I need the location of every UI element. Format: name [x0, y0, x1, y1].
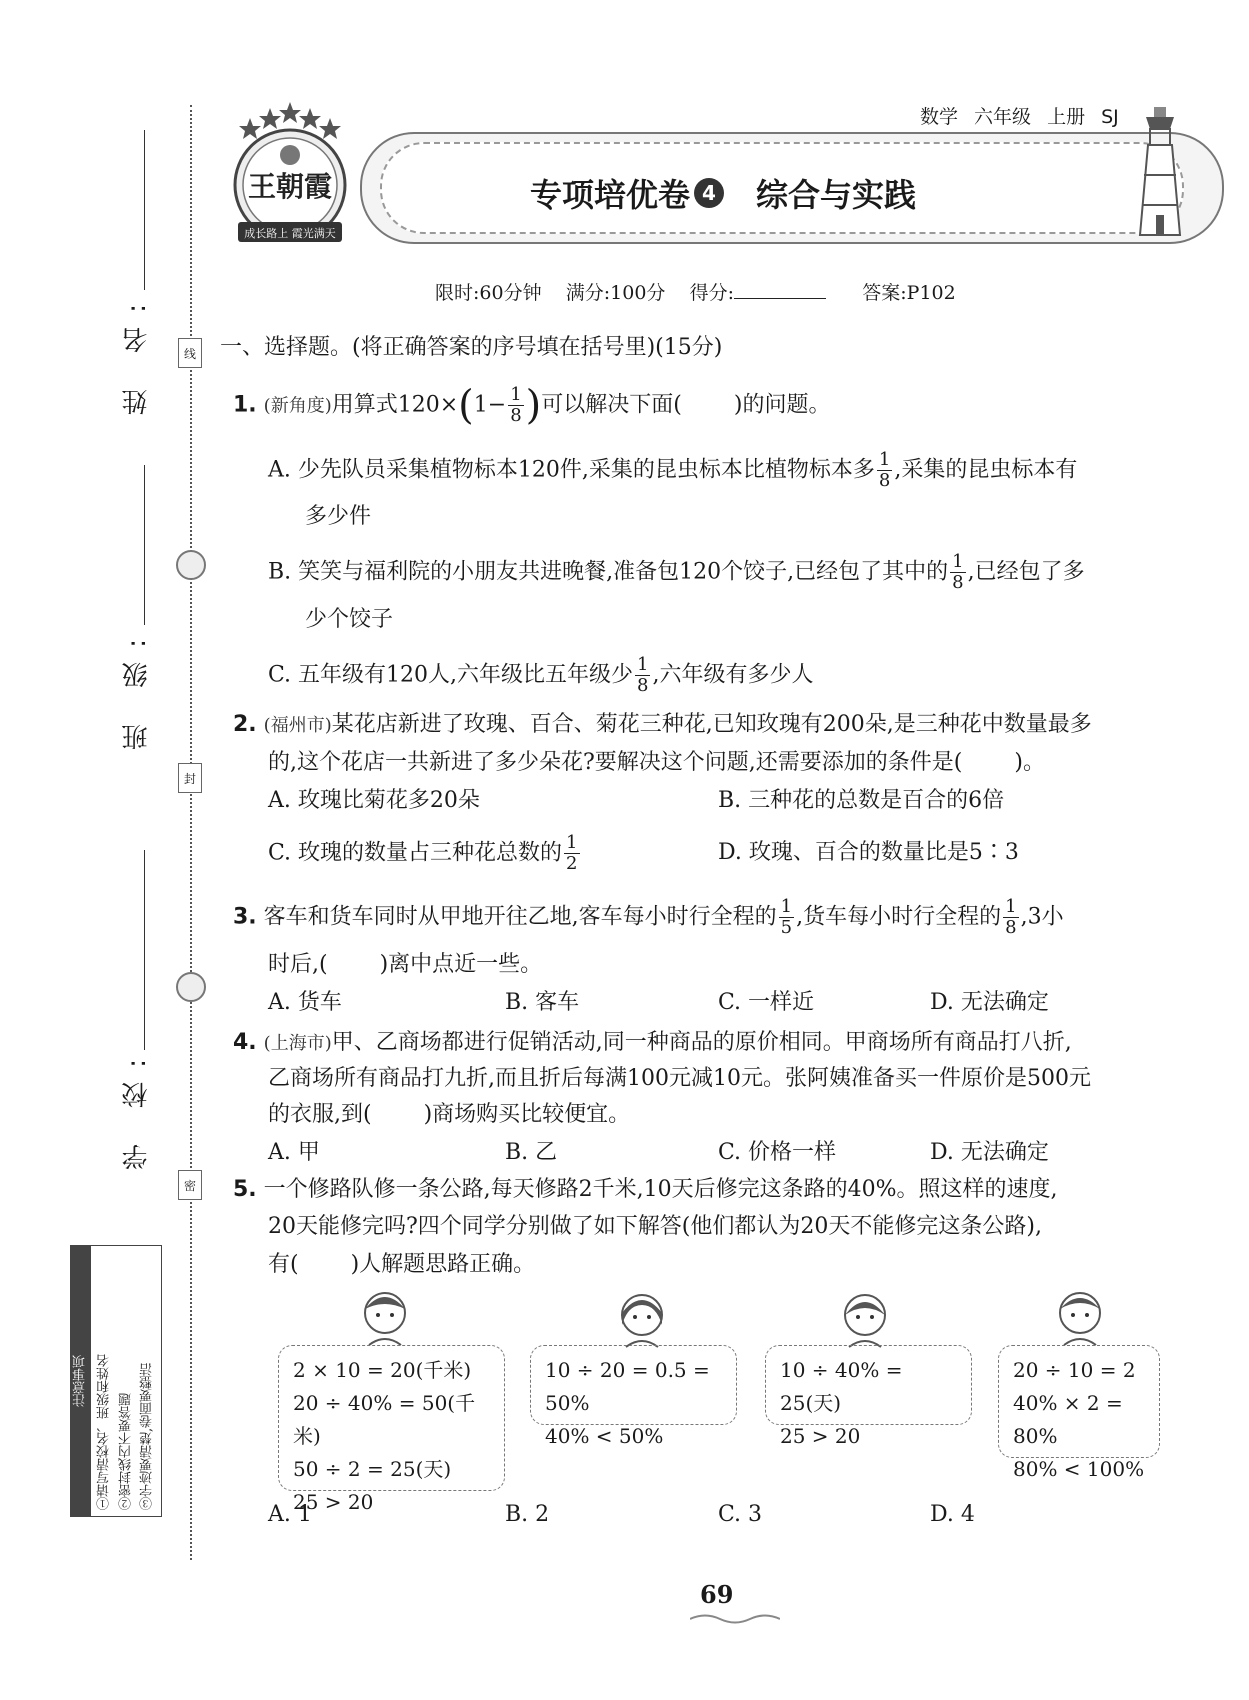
q1-stem-a: 用算式120× [331, 392, 459, 418]
q4-line3: 的衣服,到( )商场购买比较便宜。 [268, 1102, 631, 1127]
exam-info [435, 278, 956, 305]
solution-line: 80% < 100% [1013, 1457, 1145, 1481]
lighthouse-icon [1130, 105, 1190, 240]
name-label: 姓 名: [122, 290, 152, 416]
title-number: 4 [694, 178, 724, 208]
q3-option-b: B. 客车 [505, 990, 580, 1015]
q1-fraction: $\frac{1}{8}$ [510, 384, 522, 426]
binding-tag-seal: 封 [178, 763, 202, 793]
q3-option-a: A. 货车 [268, 990, 342, 1015]
full-score: 满分:100分 [565, 282, 666, 304]
time-limit: 限时:60分钟 [435, 282, 542, 304]
q1-stem: 1. (新角度)用算式120×(1− $\frac{1}{8}$ )可以解决下面( )的问题。 [233, 382, 831, 429]
q1-stem-d: )的问题。 [733, 392, 831, 418]
solution-line: 10 ÷ 40% = 25(天) [780, 1358, 903, 1415]
student-girl-icon [612, 1285, 672, 1351]
q1-number: 1. [233, 392, 257, 418]
binding-tag-line: 线 [178, 338, 202, 368]
q3-option-c: C. 一样近 [718, 990, 815, 1015]
q2-option-d: D. 玫瑰、百合的数量比是5∶3 [718, 840, 1019, 865]
q4-line2: 乙商场所有商品打九折,而且折后每满100元减10元。张阿姨准备买一件原价是500元 [268, 1066, 1091, 1091]
solution-line: 20 ÷ 10 = 2 [1013, 1358, 1136, 1382]
q4-option-c: C. 价格一样 [718, 1140, 837, 1165]
notice-item: ③字迹要清楚,卷面要整洁 [140, 1362, 155, 1510]
q2-option-b: B. 三种花的总数是百合的6倍 [718, 788, 1005, 813]
solution-line: 50 ÷ 2 = 25(天) [293, 1457, 452, 1481]
binding-tag-secret: 密 [178, 1170, 202, 1200]
class-label: 班 级: [122, 625, 152, 751]
q5-option-d: D. 4 [930, 1502, 975, 1527]
solution-box-4 [998, 1345, 1160, 1481]
subject-line: 数学 六年级 上册 SJ [920, 106, 1119, 128]
q5-line1: 5. 一个修路队修一条公路,每天修路2千米,10天后修完这条路的40%。照这样的速度, [233, 1177, 1058, 1202]
q1-option-a: A. 少先队员采集植物标本120件,采集的昆虫标本比植物标本多 $\frac{1}{8}$ ,采集的昆虫标本有 [268, 449, 1078, 491]
title-right: 综合与实践 [756, 176, 917, 214]
notice-title: 注意事项 [71, 1246, 91, 1516]
name-blank-line[interactable] [144, 130, 145, 290]
q4-option-d: D. 无法确定 [930, 1140, 1049, 1165]
solution-line: 25 > 20 [293, 1490, 374, 1514]
q1-stem-b: 1− [473, 392, 507, 418]
solution-line: 2 × 10 = 20(千米) [293, 1358, 472, 1382]
q3-line2: 时后,( )离中点近一些。 [268, 952, 543, 977]
wave-decoration-icon [690, 1612, 780, 1626]
student-boy-icon [1050, 1285, 1110, 1351]
binding-dotted-line [190, 105, 192, 1560]
q2-line2: 的,这个花店一共新进了多少朵花?要解决这个问题,还需要添加的条件是( )。 [268, 750, 1045, 775]
score-blank[interactable] [734, 282, 826, 299]
answer-ref: 答案:P102 [862, 282, 956, 304]
solution-box-2 [530, 1345, 737, 1448]
q2-option-a: A. 玫瑰比菊花多20朵 [268, 788, 480, 813]
notice-item: ①请写清校名、班级和姓名 [97, 1354, 112, 1510]
student-boy-icon [355, 1285, 415, 1351]
solution-line: 20 ÷ 40% = 50(千米) [293, 1391, 476, 1448]
q4-option-a: A. 甲 [268, 1140, 320, 1165]
swirl-icon [176, 972, 206, 1002]
q4-option-b: B. 乙 [505, 1140, 558, 1165]
brand-logo [220, 100, 360, 260]
school-blank-line[interactable] [144, 850, 145, 1050]
q5-option-b: B. 2 [505, 1502, 550, 1527]
logo-slogan: 成长路上 霞光满天 [244, 227, 336, 240]
q1-source: (新角度) [263, 395, 332, 417]
solution-line: 40% < 50% [545, 1424, 664, 1448]
q5-line2: 20天能修完吗?四个同学分别做了如下解答(他们都认为20天不能修完这条公路), [268, 1214, 1042, 1239]
swirl-icon [176, 550, 206, 580]
notice-box [70, 1245, 162, 1517]
q3-option-d: D. 无法确定 [930, 990, 1049, 1015]
section-heading: 一、选择题。(将正确答案的序号填在括号里)(15分) [220, 335, 723, 360]
q1-stem-c: 可以解决下面( [541, 392, 682, 418]
solution-line: 40% × 2 = 80% [1013, 1391, 1123, 1448]
q1-option-b-cont: 少个饺子 [305, 607, 394, 632]
solution-box-3 [765, 1345, 972, 1448]
page-number: 69 [700, 1580, 734, 1609]
q3-line1: 3. 客车和货车同时从甲地开往乙地,客车每小时行全程的 $\frac{1}{5}$ ,货车每小时行全程的 $\frac{1}{8}$ ,3小 [233, 896, 1064, 938]
solution-line: 10 ÷ 20 = 0.5 = 50% [545, 1358, 710, 1415]
logo-name: 王朝霞 [247, 170, 333, 203]
score-label: 得分: [689, 282, 735, 304]
solution-line: 25 > 20 [780, 1424, 861, 1448]
title-left: 专项培优卷 [530, 176, 691, 214]
q1-option-b: B. 笑笑与福利院的小朋友共进晚餐,准备包120个饺子,已经包了其中的 $\frac{1}{8}$ ,已经包了多 [268, 551, 1085, 593]
q1-option-c: C. 五年级有120人,六年级比五年级少 $\frac{1}{8}$ ,六年级有多少人 [268, 654, 814, 696]
solution-box-1 [278, 1345, 505, 1514]
q2-line1: 2. (福州市)某花店新进了玫瑰、百合、菊花三种花,已知玫瑰有200朵,是三种花中数量最多 [233, 712, 1092, 737]
student-girl-icon [835, 1285, 895, 1351]
notice-item: ②密封线内不要答题 [118, 1393, 134, 1510]
school-label: 学 校: [122, 1045, 152, 1171]
q2-option-c: C. 玫瑰的数量占三种花总数的 $\frac{1}{2}$ [268, 832, 578, 874]
class-blank-line[interactable] [144, 465, 145, 625]
q4-line1: 4. (上海市)甲、乙商场都进行促销活动,同一种商品的原价相同。甲商场所有商品打八折, [233, 1030, 1072, 1055]
q5-option-a: A. 1 [268, 1502, 312, 1527]
q1-option-a-cont: 多少件 [305, 504, 372, 529]
q5-line3: 有( )人解题思路正确。 [268, 1252, 536, 1277]
page-title [530, 170, 916, 216]
q5-option-c: C. 3 [718, 1502, 763, 1527]
